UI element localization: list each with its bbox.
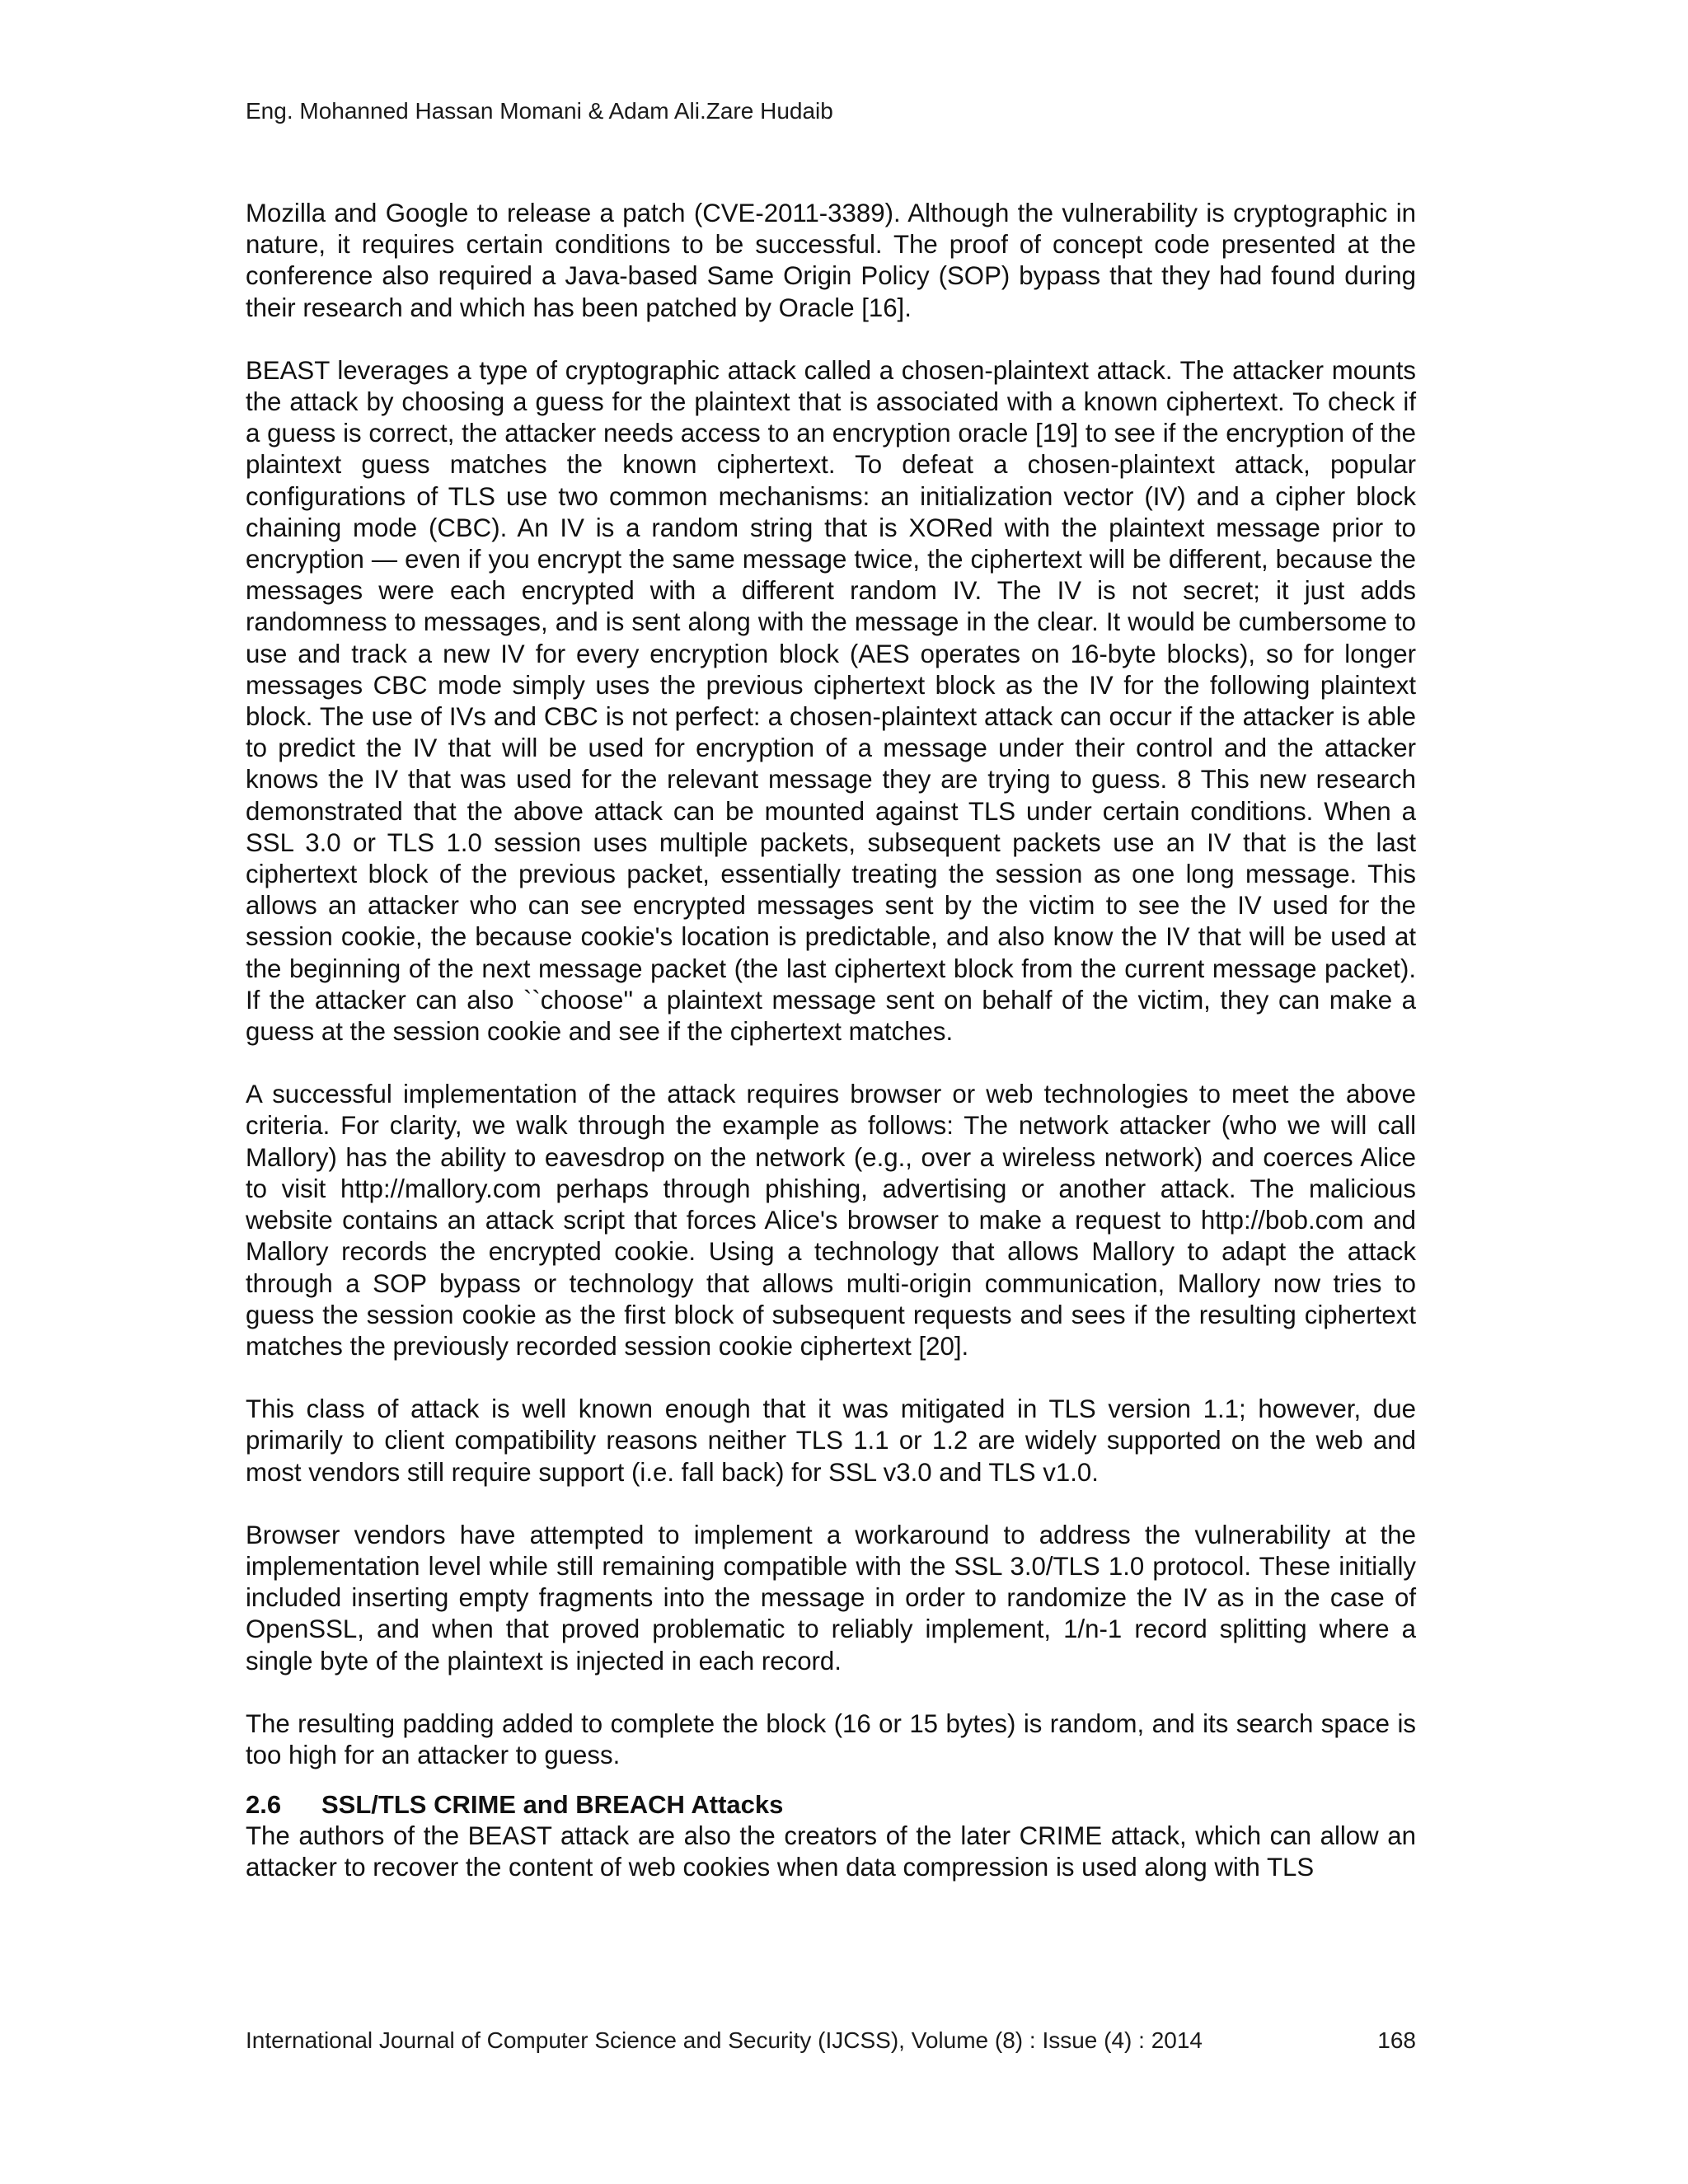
- section-title: SSL/TLS CRIME and BREACH Attacks: [321, 1790, 784, 1820]
- paragraph-browser-workaround: Browser vendors have attempted to implement a workaround to address the vulnerability at the implementation level while still remaining compatible with the SSL 3.0/TLS 1.0 protocol. These initially included inserting empty fragments into the message in order to randomize the IV as in the case of OpenSSL, and when that proved problematic to reliably implement, 1/n-1 record splitting where a single byte of the plaintext is injected in each record.: [246, 1520, 1416, 1675]
- paragraph-chosen-plaintext: BEAST leverages a type of cryptographic attack called a chosen-plaintext attack. The attacker mounts the attack by choosing a guess for the plaintext that is associated with a known ciphertext. To check if a guess is correct, the attacker needs access to an encryption oracle [19] to see if the encryption of the plaintext guess matches the known ciphertext. To defeat a chosen-plaintext attack, popular configurations of TLS use two common mechanisms: an initialization vector (IV) and a cipher block chaining mode (CBC). An IV is a random string that is XORed with the plaintext message prior to encryption — even if you encrypt the same message twice, the ciphertext will be different, because the messages were each encrypted with a different random IV. The IV is not secret; it just adds randomness to messages, and is sent along with the message in the clear. It would be cumbersome to use and track a new IV for every encryption block (AES operates on 16-byte blocks), so for longer messages CBC mode simply uses the previous ciphertext block as the IV for the following plaintext block. The use of IVs and CBC is not perfect: a chosen-plaintext attack can occur if the attacker is able to predict the IV that will be used for encryption of a message under their control and the attacker knows the IV that was used for the relevant message they are trying to guess. 8 This new research demonstrated that the above attack can be mounted against TLS under certain conditions. When a SSL 3.0 or TLS 1.0 session uses multiple packets, subsequent packets use an IV that is the last ciphertext block of the previous packet, essentially treating the session as one long message. This allows an attacker who can see encrypted messages sent by the victim to see the IV used for the session cookie, the because cookie's location is predictable, and also know the IV that will be used at the beginning of the next message packet (the last ciphertext block from the current message packet). If the attacker can also ``choose'' a plaintext message sent on behalf of the victim, they can make a guess at the session cookie and see if the ciphertext matches.: [246, 355, 1416, 1047]
- page-number: 168: [1377, 2027, 1416, 2053]
- paragraph-crime-intro: The authors of the BEAST attack are also the creators of the later CRIME attack, which can allow an attacker to recover the content of web cookies when data compression is used along with TLS: [246, 1821, 1416, 1882]
- footer-journal-citation: International Journal of Computer Science and Security (IJCSS), Volume (8) : Issue (4) : 2014: [246, 2027, 1203, 2053]
- paragraph-padding: The resulting padding added to complete the block (16 or 15 bytes) is random, and its search space is too high for an attacker to guess.: [246, 1708, 1416, 1769]
- paragraph-tls-mitigation: This class of attack is well known enough that it was mitigated in TLS version 1.1; however, due primarily to client compatibility reasons neither TLS 1.1 or 1.2 are widely supported on the web and most vendors still require support (i.e. fall back) for SSL v3.0 and TLS v1.0.: [246, 1394, 1416, 1487]
- body-text: [246, 198, 1416, 1915]
- paragraph-beast-intro: Mozilla and Google to release a patch (CVE-2011-3389). Although the vulnerability is cryptographic in nature, it requires certain conditions to be successful. The proof of concept code presented at the conference also required a Java-based Same Origin Policy (SOP) bypass that they had found during their research and which has been patched by Oracle [16].: [246, 199, 1416, 322]
- section-heading: [246, 1789, 1416, 1821]
- paragraph-attack-example: A successful implementation of the attack requires browser or web technologies to meet the above criteria. For clarity, we walk through the example as follows: The network attacker (who we will call Mallory) has the ability to eavesdrop on the network (e.g., over a wireless network) and coerces Alice to visit http://mallory.com perhaps through phishing, advertising or another attack. The malicious website contains an attack script that forces Alice's browser to make a request to http://bob.com and Mallory records the encrypted cookie. Using a technology that allows Mallory to adapt the attack through a SOP bypass or technology that allows multi-origin communication, Mallory now tries to guess the session cookie as the first block of subsequent requests and sees if the resulting ciphertext matches the previously recorded session cookie ciphertext [20].: [246, 1080, 1416, 1361]
- section-number: 2.6: [246, 1790, 282, 1820]
- running-header-authors: Eng. Mohanned Hassan Momani & Adam Ali.Zare Hudaib: [246, 98, 833, 124]
